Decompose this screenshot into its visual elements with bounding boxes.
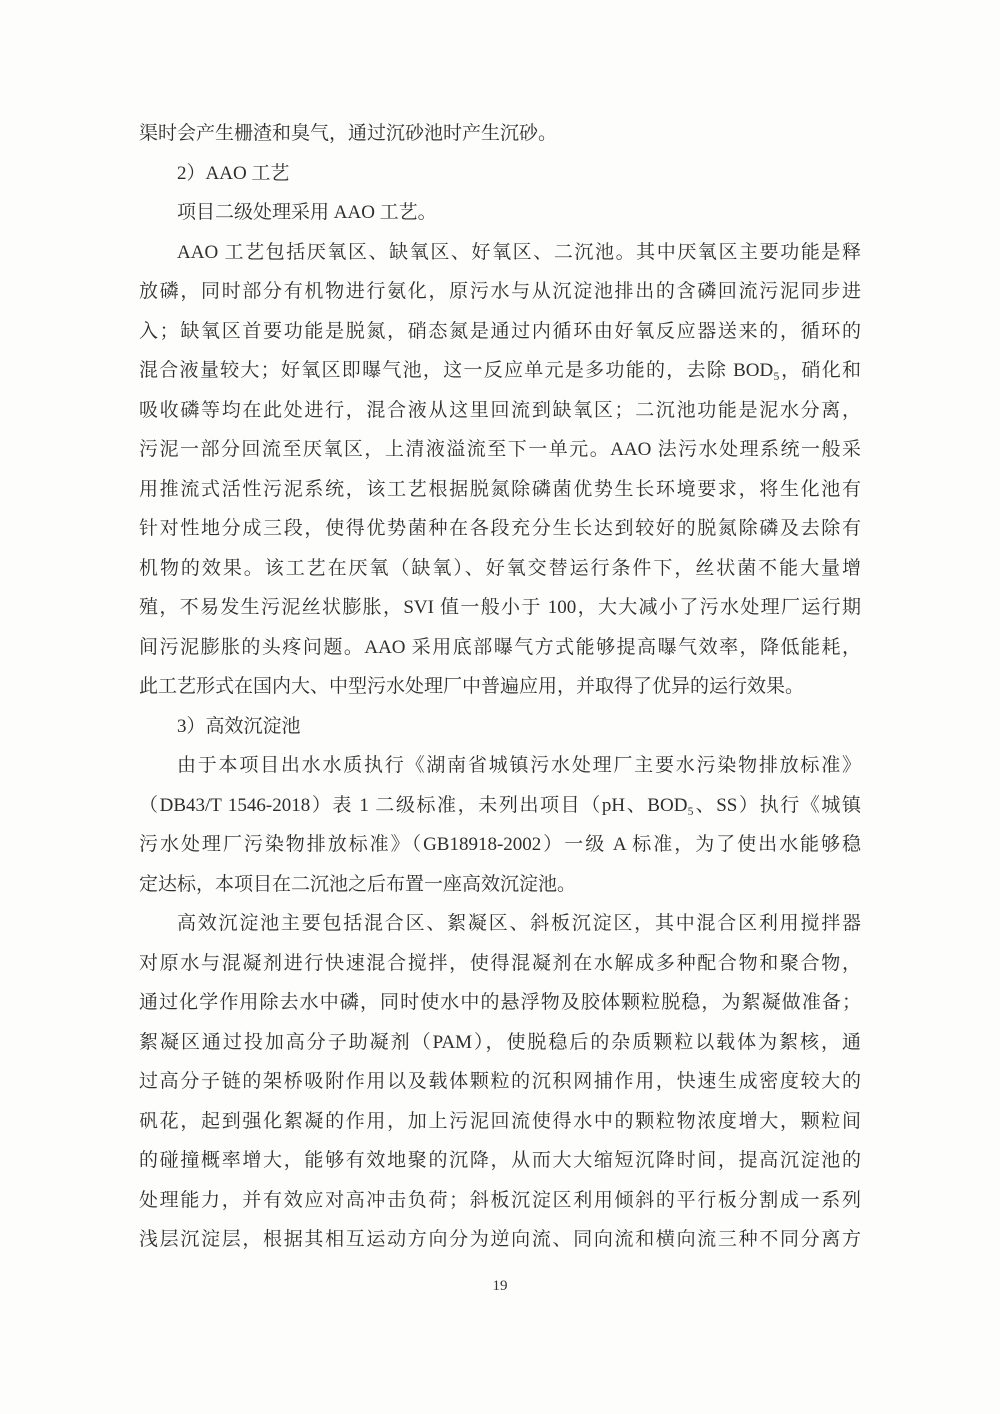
- text-line: 过高分子链的架桥吸附作用以及载体颗粒的沉积网捕作用，快速生成密度较大的: [139, 1071, 861, 1092]
- text-line: 用推流式活性污泥系统，该工艺根据脱氮除磷菌优势生长环境要求，将生化池有: [139, 478, 861, 500]
- heading-sedimentation-tank: [139, 707, 861, 747]
- para-continued: [139, 114, 861, 154]
- para-discharge-standards: [139, 746, 861, 904]
- text-line: 间污泥膨胀的头疼问题。AAO 采用底部曝气方式能够提高曝气效率，降低能耗，: [139, 636, 861, 658]
- text-line: 项目二级处理采用 AAO 工艺。: [177, 202, 437, 223]
- text-line: 2）AAO 工艺: [177, 162, 290, 184]
- text-line: 此工艺形式在国内大、中型污水处理厂中普遍应用，并取得了优异的运行效果。: [139, 676, 805, 697]
- text-line: 通过化学作用除去水中磷，同时使水中的悬浮物及胶体颗粒脱稳，为絮凝做准备；: [139, 992, 861, 1013]
- text-line: 污水处理厂污染物排放标准》（GB18918-2002）一级 A 标准，为了使出水能够稳: [139, 834, 861, 855]
- text-line: 矾花，起到强化絮凝的作用，加上污泥回流使得水中的颗粒物浓度增大，颗粒间: [139, 1110, 861, 1132]
- text-line: AAO 工艺包括厌氧区、缺氧区、好氧区、二沉池。其中厌氧区主要功能是释: [177, 241, 861, 263]
- para-sedimentation-description: [139, 904, 861, 1260]
- text-line: 机物的效果。该工艺在厌氧（缺氧）、好氧交替运行条件下，丝状菌不能大量增: [139, 557, 861, 579]
- text-line: 污泥一部分回流至厌氧区，上清液溢流至下一单元。AAO 法污水处理系统一般采: [139, 439, 861, 460]
- text-line: 吸收磷等均在此处进行，混合液从这里回流到缺氧区；二沉池功能是泥水分离，: [139, 399, 861, 421]
- text-line: 由于本项目出水水质执行《湖南省城镇污水处理厂主要水污染物排放标准》: [177, 755, 861, 776]
- text-line: 高效沉淀池主要包括混合区、絮凝区、斜板沉淀区，其中混合区利用搅拌器: [177, 913, 861, 934]
- text-line: 3）高效沉淀池: [177, 715, 301, 737]
- text-line: 定达标，本项目在二沉池之后布置一座高效沉淀池。: [139, 873, 577, 895]
- text-line: 放磷，同时部分有机物进行氨化，原污水与从沉淀池排出的含磷回流污泥同步进: [139, 281, 861, 302]
- page-content: [139, 114, 861, 1260]
- page-number: 19: [492, 1278, 508, 1294]
- text-line: 针对性地分成三段，使得优势菌种在各段充分生长达到较好的脱氮除磷及去除有: [139, 518, 861, 539]
- text-line: 处理能力，并有效应对高冲击负荷；斜板沉淀区利用倾斜的平行板分割成一系列: [139, 1189, 861, 1211]
- text-line: 混合液量较大；好氧区即曝气池，这一反应单元是多功能的，去除 BOD₅，硝化和: [139, 360, 861, 381]
- text-line: 的碰撞概率增大，能够有效地聚的沉降，从而大大缩短沉降时间，提高沉淀池的: [139, 1150, 861, 1171]
- text-line: 絮凝区通过投加高分子助凝剂（PAM），使脱稳后的杂质颗粒以载体为絮核，通: [139, 1031, 861, 1053]
- text-line: 对原水与混凝剂进行快速混合搅拌，使得混凝剂在水解成多种配合物和聚合物，: [139, 952, 861, 974]
- para-aao-description: [139, 233, 861, 707]
- text-line: 入；缺氧区首要功能是脱氮，硝态氮是通过内循环由好氧反应器送来的，循环的: [139, 320, 861, 342]
- text-line: 浅层沉淀层，根据其相互运动方向分为逆向流、同向流和横向流三种不同分离方: [139, 1229, 861, 1250]
- text-line: 殖，不易发生污泥丝状膨胀，SVI 值一般小于 100，大大减小了污水处理厂运行期: [139, 597, 861, 618]
- para-secondary-treatment: [139, 193, 861, 233]
- text-line: 渠时会产生栅渣和臭气，通过沉砂池时产生沉砂。: [139, 123, 558, 144]
- text-line: （DB43/T 1546-2018）表 1 二级标准，未列出项目（pH、BOD₅、SS）执行《城镇: [139, 794, 861, 816]
- heading-aao-process: [139, 154, 861, 194]
